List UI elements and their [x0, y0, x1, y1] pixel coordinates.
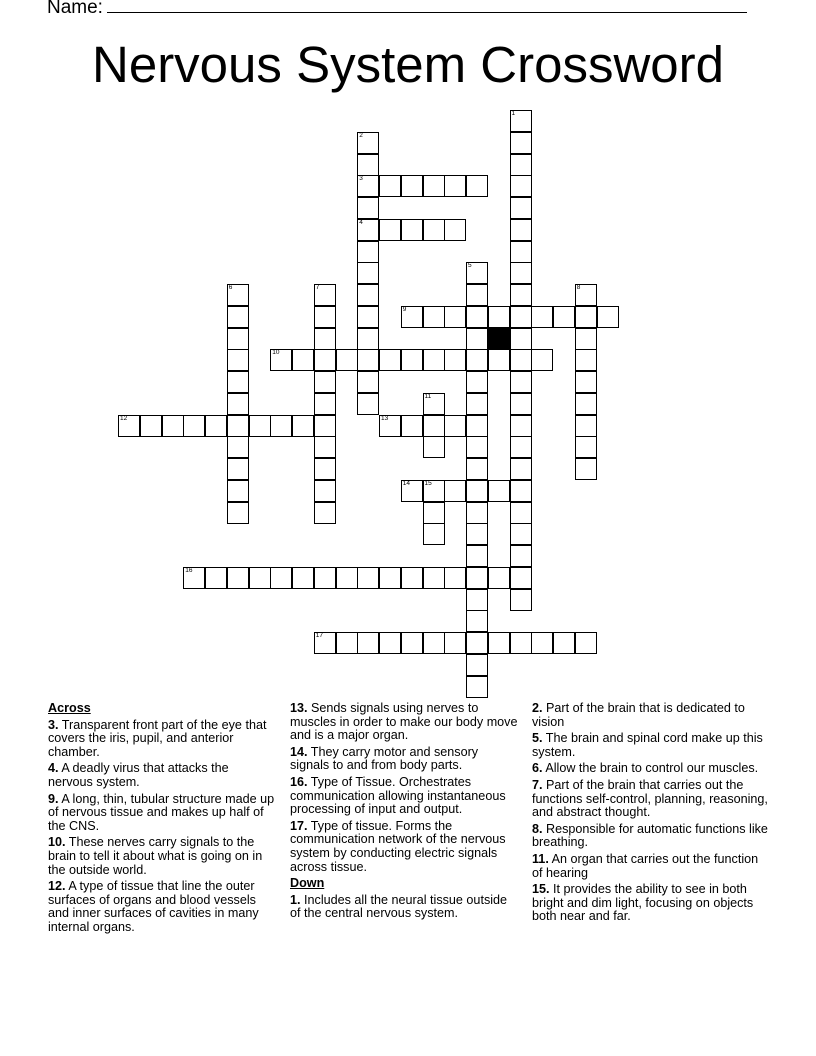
grid-cell[interactable]	[270, 349, 292, 371]
clue-down-1: 1. Includes all the neural tissue outside of the central nervous system.	[290, 892, 508, 921]
grid-cell[interactable]	[357, 132, 379, 154]
grid-cell[interactable]	[423, 567, 445, 589]
grid-cell[interactable]	[510, 110, 532, 132]
grid-cell[interactable]	[357, 393, 379, 415]
grid-cell[interactable]	[466, 589, 488, 611]
grid-cell[interactable]	[314, 502, 336, 524]
grid-cell[interactable]	[314, 349, 336, 371]
grid-cell[interactable]	[575, 284, 597, 306]
grid-cell[interactable]	[510, 480, 532, 502]
grid-cell[interactable]	[488, 349, 510, 371]
clue-down-5: 5. The brain and spinal cord make up this system.	[532, 731, 763, 759]
clue-across-3: 3. Transparent front part of the eye that covers the iris, pupil, and anterior chamber.	[48, 717, 267, 759]
grid-cell[interactable]	[466, 393, 488, 415]
grid-cell[interactable]	[488, 567, 510, 589]
grid-cell[interactable]	[531, 306, 553, 328]
grid-cell[interactable]	[510, 415, 532, 437]
grid-cell[interactable]	[292, 349, 314, 371]
grid-cell[interactable]	[423, 480, 445, 502]
grid-cell[interactable]	[314, 371, 336, 393]
grid-cell[interactable]	[314, 436, 336, 458]
grid-cell[interactable]	[531, 349, 553, 371]
grid-cell[interactable]	[510, 545, 532, 567]
grid-cell[interactable]	[444, 175, 466, 197]
grid-cell[interactable]	[357, 154, 379, 176]
clue-number: 6	[228, 284, 233, 291]
grid-cell[interactable]	[401, 349, 423, 371]
clue-across-9: 9. A long, thin, tubular structure made up of nervous tissue and makes up half of the CNS.	[48, 791, 275, 833]
grid-cell[interactable]	[227, 306, 249, 328]
grid-cell[interactable]	[336, 632, 358, 654]
grid-cell[interactable]	[466, 523, 488, 545]
grid-cell[interactable]	[379, 349, 401, 371]
grid-cell[interactable]	[314, 415, 336, 437]
grid-cell[interactable]	[379, 175, 401, 197]
clue-number: 11	[424, 392, 432, 400]
grid-cell[interactable]	[444, 567, 466, 589]
grid-cell[interactable]	[423, 523, 445, 545]
grid-cell[interactable]	[510, 589, 532, 611]
grid-cell[interactable]	[314, 284, 336, 306]
grid-cell[interactable]	[227, 567, 249, 589]
grid-cell[interactable]	[444, 632, 466, 654]
grid-cell[interactable]	[423, 306, 445, 328]
grid-cell[interactable]	[292, 415, 314, 437]
grid-cell[interactable]	[423, 415, 445, 437]
grid-cell[interactable]	[575, 371, 597, 393]
grid-cell[interactable]	[466, 349, 488, 371]
grid-cell[interactable]	[510, 436, 532, 458]
grid-cell[interactable]	[227, 436, 249, 458]
clue-number: 3	[359, 175, 363, 183]
grid-cell[interactable]	[510, 393, 532, 415]
grid-cell[interactable]	[379, 415, 401, 437]
grid-cell[interactable]	[357, 284, 379, 306]
grid-cell[interactable]	[227, 349, 249, 371]
grid-cell[interactable]	[466, 502, 488, 524]
grid-cell[interactable]	[466, 371, 488, 393]
grid-cell[interactable]	[205, 415, 227, 437]
grid-cell[interactable]	[444, 219, 466, 241]
grid-cell[interactable]	[162, 415, 184, 437]
grid-cell[interactable]	[249, 567, 271, 589]
grid-cell[interactable]	[379, 219, 401, 241]
grid-cell[interactable]	[357, 349, 379, 371]
grid-cell[interactable]	[575, 415, 597, 437]
grid-cell[interactable]	[379, 567, 401, 589]
clue-number: 17	[315, 632, 324, 639]
grid-cell[interactable]	[423, 219, 445, 241]
grid-cell[interactable]	[423, 632, 445, 654]
grid-cell[interactable]	[466, 610, 488, 632]
clues-column-1	[48, 702, 276, 938]
clue-across-12: 12. A type of tissue that line the outer surfaces of organs and blood vessels and inner surfaces of cavities in many internal organs.	[48, 879, 259, 934]
grid-cell[interactable]	[270, 415, 292, 437]
clue-across-14: 14. They carry motor and sensory signals to and from body parts.	[290, 744, 479, 773]
grid-cell[interactable]	[401, 567, 423, 589]
clue-across-4: 4. A deadly virus that attacks the nervous system.	[48, 761, 229, 789]
grid-cell[interactable]	[510, 458, 532, 480]
clue-across-10: 10. These nerves carry signals to the brain to tell it about what is going on in the outside world.	[48, 835, 263, 877]
clue-number: 14	[402, 479, 411, 487]
grid-cell[interactable]	[183, 415, 205, 437]
grid-cell[interactable]	[510, 262, 532, 284]
clue-number: 13	[381, 414, 389, 422]
grid-cell[interactable]	[531, 632, 553, 654]
across-heading: Across	[48, 701, 91, 715]
clue-down-8: 8. Responsible for automatic functions like breathing.	[532, 821, 768, 850]
grid-cell[interactable]	[357, 371, 379, 393]
grid-cell[interactable]	[357, 328, 379, 350]
grid-cell[interactable]	[357, 262, 379, 284]
grid-cell[interactable]	[575, 436, 597, 458]
grid-cell[interactable]	[553, 306, 575, 328]
grid-cell[interactable]	[401, 175, 423, 197]
grid-cell[interactable]	[510, 523, 532, 545]
grid-cell[interactable]	[183, 567, 205, 589]
grid-cell[interactable]	[466, 632, 488, 654]
grid-cell[interactable]	[510, 349, 532, 371]
grid-cell[interactable]	[292, 567, 314, 589]
grid-cell[interactable]	[597, 306, 619, 328]
grid-cell[interactable]	[575, 393, 597, 415]
grid-cell[interactable]	[488, 306, 510, 328]
grid-cell[interactable]	[336, 567, 358, 589]
clue-number: 2	[359, 131, 363, 139]
clues-column-3	[532, 702, 772, 927]
clue-down-15: 15. It provides the ability to see in both bright and dim light, focusing on objects both near and far.	[532, 882, 754, 924]
grid-cell[interactable]	[118, 415, 140, 437]
grid-cell[interactable]	[510, 632, 532, 654]
grid-cell[interactable]	[314, 458, 336, 480]
grid-cell[interactable]	[423, 393, 445, 415]
black-square	[488, 328, 510, 350]
grid-cell[interactable]	[466, 436, 488, 458]
clue-number: 7	[315, 284, 320, 291]
grid-cell[interactable]	[401, 632, 423, 654]
grid-cell[interactable]	[401, 480, 423, 502]
grid-cell[interactable]	[314, 393, 336, 415]
grid-cell[interactable]	[227, 393, 249, 415]
grid-cell[interactable]	[510, 219, 532, 241]
grid-cell[interactable]	[510, 306, 532, 328]
grid-cell[interactable]	[553, 632, 575, 654]
grid-cell[interactable]	[466, 328, 488, 350]
clue-down-6: 6. Allow the brain to control our muscles.	[532, 761, 759, 776]
grid-cell[interactable]	[466, 480, 488, 502]
grid-cell[interactable]	[140, 415, 162, 437]
grid-cell[interactable]	[444, 415, 466, 437]
clue-down-2: 2. Part of the brain that is dedicated to vision	[532, 701, 745, 729]
grid-cell[interactable]	[357, 219, 379, 241]
grid-cell[interactable]	[270, 567, 292, 589]
grid-cell[interactable]	[510, 284, 532, 306]
grid-cell[interactable]	[510, 154, 532, 176]
grid-cell[interactable]	[227, 480, 249, 502]
grid-cell[interactable]	[401, 306, 423, 328]
grid-cell[interactable]	[357, 175, 379, 197]
grid-cell[interactable]	[379, 632, 401, 654]
grid-cell[interactable]	[227, 415, 249, 437]
clue-down-7: 7. Part of the brain that carries out the functions self-control, planning, reasoning, and abstract thought.	[532, 777, 768, 820]
clue-number: 8	[576, 284, 581, 291]
grid-cell[interactable]	[314, 567, 336, 589]
grid-cell[interactable]	[205, 567, 227, 589]
grid-cell[interactable]	[401, 415, 423, 437]
grid-cell[interactable]	[401, 219, 423, 241]
clue-number: 1	[511, 110, 516, 117]
grid-cell[interactable]	[466, 458, 488, 480]
grid-cell[interactable]	[423, 349, 445, 371]
clue-number: 10	[272, 349, 280, 357]
grid-cell[interactable]	[466, 654, 488, 676]
grid-cell[interactable]	[444, 306, 466, 328]
grid-cell[interactable]	[314, 306, 336, 328]
grid-cell[interactable]	[510, 567, 532, 589]
clues-column-2	[290, 702, 518, 924]
grid-cell[interactable]	[466, 175, 488, 197]
clue-across-13: 13. Sends signals using nerves to muscles in order to make our body move and is a major organ.	[290, 701, 518, 743]
grid-cell[interactable]	[249, 415, 271, 437]
grid-cell[interactable]	[488, 632, 510, 654]
grid-cell[interactable]	[227, 458, 249, 480]
clue-across-17: 17. Type of tissue. Forms the communication network of the nervous system by conducting electric signals across tissue.	[290, 818, 506, 874]
grid-cell[interactable]	[575, 306, 597, 328]
grid-cell[interactable]	[423, 436, 445, 458]
grid-cell[interactable]	[357, 197, 379, 219]
grid-cell[interactable]	[575, 349, 597, 371]
clue-across-16: 16. Type of Tissue. Orchestrates communication allowing instantaneous processing of input and output.	[290, 774, 506, 817]
grid-cell[interactable]	[466, 284, 488, 306]
grid-cell[interactable]	[314, 480, 336, 502]
grid-cell[interactable]	[510, 132, 532, 154]
clue-number: 15	[424, 479, 432, 487]
grid-cell[interactable]	[466, 567, 488, 589]
grid-cell[interactable]	[227, 284, 249, 306]
grid-cell[interactable]	[357, 306, 379, 328]
grid-cell[interactable]	[466, 262, 488, 284]
grid-cell[interactable]	[575, 458, 597, 480]
grid-cell[interactable]	[423, 175, 445, 197]
clue-number: 16	[185, 566, 193, 574]
grid-cell[interactable]	[510, 328, 532, 350]
grid-cell[interactable]	[357, 567, 379, 589]
page-title: Nervous System Crossword	[92, 36, 724, 93]
grid-cell[interactable]	[357, 632, 379, 654]
grid-cell[interactable]	[510, 241, 532, 263]
clue-number: 12	[120, 414, 128, 422]
grid-cell[interactable]	[466, 306, 488, 328]
grid-cell[interactable]	[444, 349, 466, 371]
name-label: Name:	[47, 0, 103, 18]
grid-cell[interactable]	[227, 502, 249, 524]
down-heading: Down	[290, 876, 325, 891]
grid-cell[interactable]	[314, 632, 336, 654]
clue-number: 9	[402, 305, 407, 313]
grid-cell[interactable]	[227, 371, 249, 393]
grid-cell[interactable]	[488, 480, 510, 502]
grid-cell[interactable]	[575, 632, 597, 654]
grid-cell[interactable]	[357, 241, 379, 263]
grid-cell[interactable]	[466, 545, 488, 567]
grid-cell[interactable]	[466, 415, 488, 437]
grid-cell[interactable]	[444, 480, 466, 502]
clue-down-11: 11. An organ that carries out the function of hearing	[532, 851, 759, 880]
grid-cell[interactable]	[336, 349, 358, 371]
clue-number: 5	[468, 262, 472, 270]
grid-cell[interactable]	[227, 328, 249, 350]
grid-cell[interactable]	[510, 175, 532, 197]
grid-cell[interactable]	[510, 197, 532, 219]
grid-cell[interactable]	[423, 502, 445, 524]
grid-cell[interactable]	[466, 676, 488, 698]
grid-cell[interactable]	[510, 371, 532, 393]
grid-cell[interactable]	[314, 328, 336, 350]
clue-number: 4	[359, 218, 363, 226]
grid-cell[interactable]	[575, 328, 597, 350]
grid-cell[interactable]	[510, 502, 532, 524]
